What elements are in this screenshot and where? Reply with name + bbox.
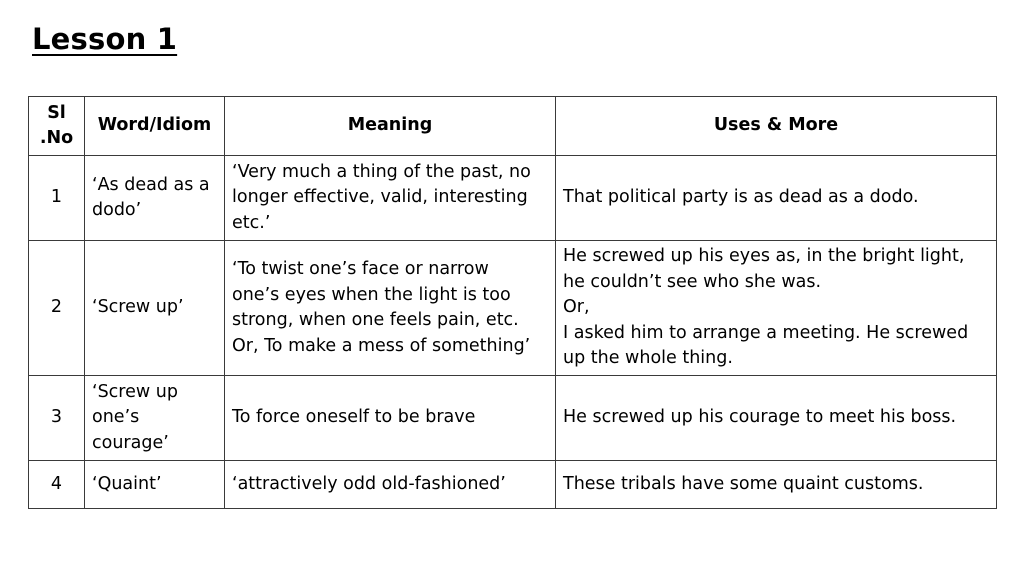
header-uses-more: Uses & More — [556, 97, 997, 156]
uses-cell: That political party is as dead as a dodo. — [556, 156, 997, 241]
uses-cell: He screwed up his eyes as, in the bright light, he couldn’t see who she was. Or, I asked him to arrange a meeting. He screwed up the whole thing. — [556, 241, 997, 376]
row-number-cell: 4 — [29, 461, 85, 509]
uses-cell: These tribals have some quaint customs. — [556, 461, 997, 509]
table-row — [29, 461, 997, 509]
meaning-cell: ‘To twist one’s face or narrow one’s eyes when the light is too strong, when one feels pain, etc. Or, To make a mess of something’ — [225, 241, 556, 376]
meaning-cell: ‘attractively odd old-fashioned’ — [225, 461, 556, 509]
word-cell: ‘Quaint’ — [85, 461, 225, 509]
vocabulary-table — [28, 96, 997, 509]
word-cell: ‘Screw up one’s courage’ — [85, 376, 225, 461]
table-header-row — [29, 97, 997, 156]
header-meaning: Meaning — [225, 97, 556, 156]
word-cell: ‘Screw up’ — [85, 241, 225, 376]
page-title: Lesson 1 — [32, 22, 178, 56]
uses-cell: He screwed up his courage to meet his boss. — [556, 376, 997, 461]
header-sl-no: Sl .No — [29, 97, 85, 156]
row-number-cell: 2 — [29, 241, 85, 376]
table-row — [29, 156, 997, 241]
header-word-idiom: Word/Idiom — [85, 97, 225, 156]
word-cell: ‘As dead as a dodo’ — [85, 156, 225, 241]
meaning-cell: ‘Very much a thing of the past, no longer effective, valid, interesting etc.’ — [225, 156, 556, 241]
table-row — [29, 376, 997, 461]
row-number-cell: 1 — [29, 156, 85, 241]
table-row — [29, 241, 997, 376]
row-number-cell: 3 — [29, 376, 85, 461]
meaning-cell: To force oneself to be brave — [225, 376, 556, 461]
